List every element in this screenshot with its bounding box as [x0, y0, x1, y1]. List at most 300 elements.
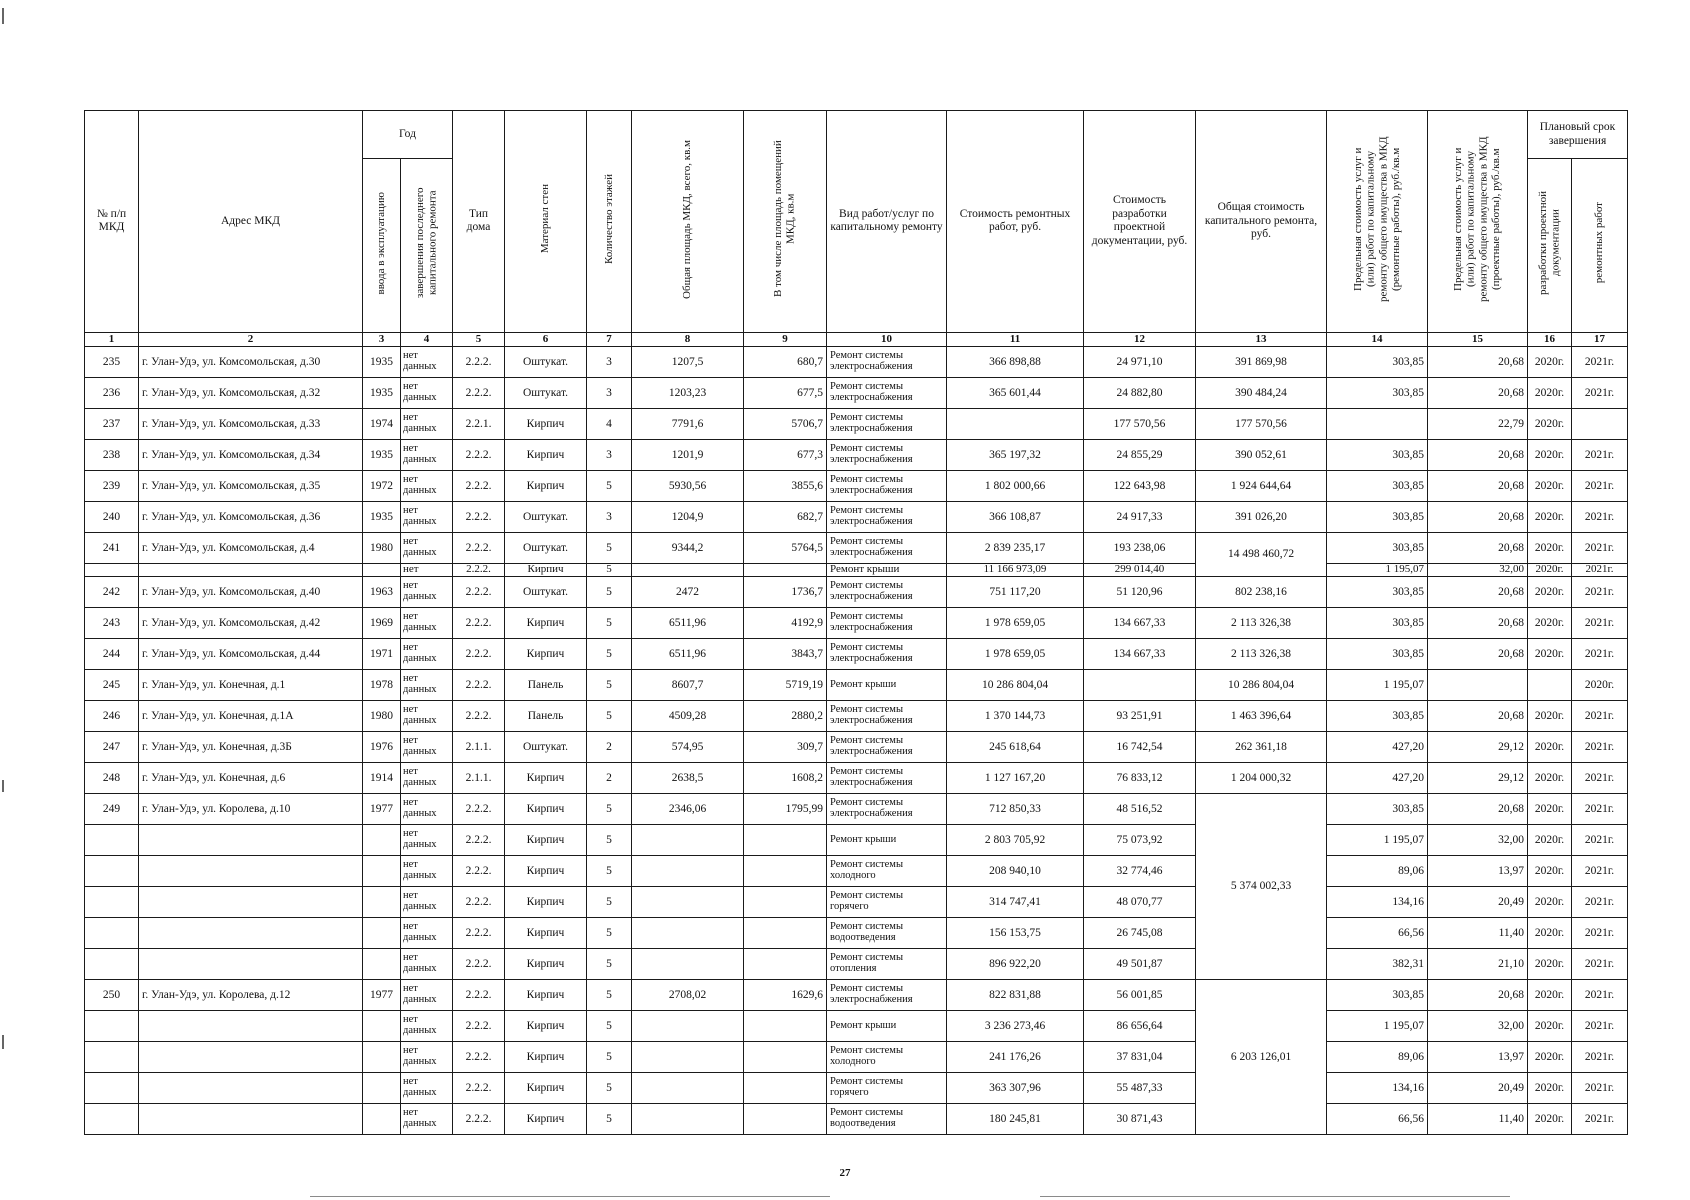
work-type-cell: Ремонт крыши — [827, 563, 947, 576]
design-cost-cell: 177 570,56 — [1084, 408, 1196, 439]
repair-cost-cell: 1 978 659,05 — [947, 607, 1084, 638]
work-type-cell: Ремонт системы электроснабжения — [827, 979, 947, 1010]
total-area-cell: 6511,96 — [632, 638, 744, 669]
table-row — [85, 917, 1628, 948]
wall-material-cell: Кирпич — [505, 408, 587, 439]
limit-repair-cell: 66,56 — [1327, 1103, 1428, 1134]
table-row — [85, 1041, 1628, 1072]
work-type-cell: Ремонт системы электроснабжения — [827, 408, 947, 439]
address-cell: г. Улан-Удэ, ул. Комсомольская, д.32 — [139, 377, 363, 408]
wall-material-cell: Оштукат. — [505, 576, 587, 607]
repair-cost-cell: 156 153,75 — [947, 917, 1084, 948]
deadline-repair-cell: 2021г. — [1572, 532, 1628, 563]
floors-cell: 5 — [587, 700, 632, 731]
house-type-cell: 2.2.2. — [453, 532, 505, 563]
design-cost-cell: 134 667,33 — [1084, 638, 1196, 669]
limit-design-cell: 20,68 — [1428, 793, 1528, 824]
house-type-cell: 2.2.2. — [453, 948, 505, 979]
repair-cost-cell: 208 940,10 — [947, 855, 1084, 886]
total-area-cell — [632, 948, 744, 979]
work-type-cell: Ремонт системы электроснабжения — [827, 700, 947, 731]
deadline-repair-cell: 2021г. — [1572, 439, 1628, 470]
row-number — [85, 1072, 139, 1103]
header-design-cost: Стоимость разработки проектной документации, руб. — [1084, 111, 1196, 333]
table-body — [85, 346, 1628, 1134]
design-cost-cell: 193 238,06 — [1084, 532, 1196, 563]
work-type-cell: Ремонт системы электроснабжения — [827, 762, 947, 793]
total-area-cell — [632, 1010, 744, 1041]
limit-design-cell: 20,68 — [1428, 607, 1528, 638]
limit-design-cell: 11,40 — [1428, 917, 1528, 948]
total-area-cell: 1201,9 — [632, 439, 744, 470]
header-total-cost: Общая стоимость капитального ремонта, руб. — [1196, 111, 1327, 333]
column-number: 12 — [1084, 332, 1196, 346]
repair-cost-cell: 365 197,32 — [947, 439, 1084, 470]
limit-repair-cell: 1 195,07 — [1327, 1010, 1428, 1041]
repair-cost-cell: 751 117,20 — [947, 576, 1084, 607]
repair-cost-cell: 712 850,33 — [947, 793, 1084, 824]
header-premises-area: В том числе площадь помещений МКД, кв.м — [744, 111, 827, 333]
row-number — [85, 1010, 139, 1041]
limit-repair-cell: 1 195,07 — [1327, 824, 1428, 855]
column-number: 10 — [827, 332, 947, 346]
limit-repair-cell: 89,06 — [1327, 855, 1428, 886]
total-area-cell: 574,95 — [632, 731, 744, 762]
wall-material-cell: Оштукат. — [505, 731, 587, 762]
row-number: 236 — [85, 377, 139, 408]
year-last-repair-cell: нет данных — [401, 377, 453, 408]
floors-cell: 5 — [587, 470, 632, 501]
premises-area-cell — [744, 948, 827, 979]
table-header — [85, 111, 1628, 347]
premises-area-cell: 682,7 — [744, 501, 827, 532]
limit-design-cell: 20,68 — [1428, 576, 1528, 607]
deadline-repair-cell: 2021г. — [1572, 762, 1628, 793]
deadline-design-cell: 2020г. — [1528, 563, 1572, 576]
limit-design-cell: 21,10 — [1428, 948, 1528, 979]
year-commission-cell — [363, 1010, 401, 1041]
house-type-cell: 2.2.2. — [453, 638, 505, 669]
wall-material-cell: Кирпич — [505, 948, 587, 979]
limit-design-cell: 20,68 — [1428, 377, 1528, 408]
deadline-repair-cell: 2021г. — [1572, 470, 1628, 501]
total-area-cell: 2472 — [632, 576, 744, 607]
table-row — [85, 731, 1628, 762]
row-number: 241 — [85, 532, 139, 563]
house-type-cell: 2.2.2. — [453, 793, 505, 824]
house-type-cell: 2.2.2. — [453, 886, 505, 917]
premises-area-cell: 5706,7 — [744, 408, 827, 439]
premises-area-cell: 3855,6 — [744, 470, 827, 501]
total-area-cell: 1207,5 — [632, 346, 744, 377]
limit-repair-cell: 89,06 — [1327, 1041, 1428, 1072]
deadline-repair-cell: 2021г. — [1572, 886, 1628, 917]
repair-cost-cell: 896 922,20 — [947, 948, 1084, 979]
year-commission-cell — [363, 917, 401, 948]
table-row — [85, 576, 1628, 607]
scan-edge-line — [1040, 1196, 1510, 1197]
row-number: 237 — [85, 408, 139, 439]
design-cost-cell: 24 971,10 — [1084, 346, 1196, 377]
row-number: 239 — [85, 470, 139, 501]
design-cost-cell: 49 501,87 — [1084, 948, 1196, 979]
total-cost-cell: 1 463 396,64 — [1196, 700, 1327, 731]
deadline-design-cell: 2020г. — [1528, 700, 1572, 731]
table-row — [85, 669, 1628, 700]
edge-mark — [2, 1035, 4, 1049]
table-row — [85, 377, 1628, 408]
house-type-cell: 2.2.2. — [453, 439, 505, 470]
year-last-repair-cell: нет данных — [401, 532, 453, 563]
deadline-design-cell: 2020г. — [1528, 1103, 1572, 1134]
floors-cell: 5 — [587, 576, 632, 607]
house-type-cell: 2.2.2. — [453, 1072, 505, 1103]
floors-cell: 5 — [587, 917, 632, 948]
work-type-cell: Ремонт крыши — [827, 669, 947, 700]
repair-cost-cell: 1 127 167,20 — [947, 762, 1084, 793]
address-cell: г. Улан-Удэ, ул. Комсомольская, д.44 — [139, 638, 363, 669]
deadline-design-cell: 2020г. — [1528, 1072, 1572, 1103]
wall-material-cell: Кирпич — [505, 855, 587, 886]
year-commission-cell: 1977 — [363, 793, 401, 824]
premises-area-cell: 1608,2 — [744, 762, 827, 793]
wall-material-cell: Панель — [505, 700, 587, 731]
header-work-type: Вид работ/услуг по капитальному ремонту — [827, 111, 947, 333]
design-cost-cell: 30 871,43 — [1084, 1103, 1196, 1134]
deadline-design-cell: 2020г. — [1528, 408, 1572, 439]
column-number: 3 — [363, 332, 401, 346]
limit-repair-cell: 134,16 — [1327, 886, 1428, 917]
work-type-cell: Ремонт системы холодного — [827, 855, 947, 886]
floors-cell: 5 — [587, 1041, 632, 1072]
work-type-cell: Ремонт системы водоотведения — [827, 917, 947, 948]
total-area-cell: 7791,6 — [632, 408, 744, 439]
house-type-cell: 2.2.2. — [453, 576, 505, 607]
header-year-commission: ввода в эксплуатацию — [363, 159, 401, 333]
year-last-repair-cell: нет данных — [401, 824, 453, 855]
year-commission-cell — [363, 1103, 401, 1134]
row-number: 249 — [85, 793, 139, 824]
premises-area-cell — [744, 1041, 827, 1072]
column-number: 13 — [1196, 332, 1327, 346]
repair-cost-cell: 11 166 973,09 — [947, 563, 1084, 576]
wall-material-cell: Кирпич — [505, 607, 587, 638]
header-year-last-repair: завершения последнего капитального ремонта — [401, 159, 453, 333]
floors-cell: 3 — [587, 377, 632, 408]
repair-cost-cell: 2 803 705,92 — [947, 824, 1084, 855]
limit-repair-cell: 427,20 — [1327, 762, 1428, 793]
wall-material-cell: Оштукат. — [505, 377, 587, 408]
year-commission-cell — [363, 563, 401, 576]
deadline-repair-cell — [1572, 408, 1628, 439]
table-row — [85, 532, 1628, 563]
total-cost-cell: 1 924 644,64 — [1196, 470, 1327, 501]
header-deadline-design: разработки проектной документации — [1528, 159, 1572, 333]
deadline-design-cell: 2020г. — [1528, 638, 1572, 669]
floors-cell: 5 — [587, 1010, 632, 1041]
design-cost-cell: 134 667,33 — [1084, 607, 1196, 638]
total-cost-cell: 390 052,61 — [1196, 439, 1327, 470]
address-cell — [139, 563, 363, 576]
premises-area-cell — [744, 855, 827, 886]
deadline-repair-cell: 2021г. — [1572, 793, 1628, 824]
premises-area-cell — [744, 886, 827, 917]
header-year-group: Год — [363, 111, 453, 159]
deadline-design-cell: 2020г. — [1528, 607, 1572, 638]
table-row — [85, 886, 1628, 917]
deadline-design-cell: 2020г. — [1528, 532, 1572, 563]
address-cell: г. Улан-Удэ, ул. Комсомольская, д.36 — [139, 501, 363, 532]
header-repair-cost: Стоимость ремонтных работ, руб. — [947, 111, 1084, 333]
limit-design-cell: 20,68 — [1428, 979, 1528, 1010]
row-number — [85, 948, 139, 979]
row-number: 245 — [85, 669, 139, 700]
year-commission-cell: 1980 — [363, 700, 401, 731]
deadline-repair-cell: 2020г. — [1572, 669, 1628, 700]
limit-repair-cell: 1 195,07 — [1327, 563, 1428, 576]
row-number: 246 — [85, 700, 139, 731]
year-commission-cell: 1963 — [363, 576, 401, 607]
header-deadline-group: Плановый срок завершения — [1528, 111, 1628, 159]
year-commission-cell: 1978 — [363, 669, 401, 700]
table-row — [85, 700, 1628, 731]
table-row — [85, 1072, 1628, 1103]
floors-cell: 5 — [587, 793, 632, 824]
limit-repair-cell: 303,85 — [1327, 377, 1428, 408]
year-commission-cell: 1935 — [363, 377, 401, 408]
house-type-cell: 2.2.2. — [453, 470, 505, 501]
floors-cell: 5 — [587, 979, 632, 1010]
deadline-design-cell: 2020г. — [1528, 824, 1572, 855]
column-number: 5 — [453, 332, 505, 346]
wall-material-cell: Кирпич — [505, 793, 587, 824]
deadline-repair-cell: 2021г. — [1572, 346, 1628, 377]
year-last-repair-cell: нет данных — [401, 669, 453, 700]
limit-design-cell: 22,79 — [1428, 408, 1528, 439]
work-type-cell: Ремонт системы холодного — [827, 1041, 947, 1072]
premises-area-cell: 3843,7 — [744, 638, 827, 669]
work-type-cell: Ремонт системы электроснабжения — [827, 607, 947, 638]
deadline-repair-cell: 2021г. — [1572, 917, 1628, 948]
limit-design-cell: 20,68 — [1428, 700, 1528, 731]
deadline-design-cell: 2020г. — [1528, 731, 1572, 762]
address-cell: г. Улан-Удэ, ул. Королева, д.12 — [139, 979, 363, 1010]
deadline-design-cell: 2020г. — [1528, 855, 1572, 886]
house-type-cell: 2.1.1. — [453, 762, 505, 793]
wall-material-cell: Кирпич — [505, 439, 587, 470]
address-cell: г. Улан-Удэ, ул. Конечная, д.6 — [139, 762, 363, 793]
house-type-cell: 2.2.2. — [453, 979, 505, 1010]
design-cost-cell: 75 073,92 — [1084, 824, 1196, 855]
table-row — [85, 948, 1628, 979]
repair-cost-cell: 314 747,41 — [947, 886, 1084, 917]
table-row — [85, 501, 1628, 532]
limit-repair-cell: 303,85 — [1327, 979, 1428, 1010]
total-area-cell: 1204,9 — [632, 501, 744, 532]
repair-cost-cell: 1 978 659,05 — [947, 638, 1084, 669]
deadline-repair-cell: 2021г. — [1572, 501, 1628, 532]
work-type-cell: Ремонт системы электроснабжения — [827, 377, 947, 408]
address-cell: г. Улан-Удэ, ул. Конечная, д.1А — [139, 700, 363, 731]
repair-cost-cell: 245 618,64 — [947, 731, 1084, 762]
wall-material-cell: Кирпич — [505, 917, 587, 948]
header-floors: Количество этажей — [587, 111, 632, 333]
row-number: 250 — [85, 979, 139, 1010]
total-cost-cell: 262 361,18 — [1196, 731, 1327, 762]
address-cell — [139, 1010, 363, 1041]
total-area-cell: 5930,56 — [632, 470, 744, 501]
limit-repair-cell: 66,56 — [1327, 917, 1428, 948]
deadline-repair-cell: 2021г. — [1572, 948, 1628, 979]
premises-area-cell: 1629,6 — [744, 979, 827, 1010]
premises-area-cell: 677,5 — [744, 377, 827, 408]
design-cost-cell: 76 833,12 — [1084, 762, 1196, 793]
address-cell — [139, 1041, 363, 1072]
limit-design-cell: 32,00 — [1428, 824, 1528, 855]
limit-repair-cell: 303,85 — [1327, 638, 1428, 669]
wall-material-cell: Кирпич — [505, 638, 587, 669]
deadline-repair-cell: 2021г. — [1572, 1103, 1628, 1134]
repair-cost-cell: 1 370 144,73 — [947, 700, 1084, 731]
deadline-design-cell: 2020г. — [1528, 470, 1572, 501]
capital-repair-table — [84, 110, 1628, 1135]
column-number: 9 — [744, 332, 827, 346]
house-type-cell: 2.1.1. — [453, 731, 505, 762]
table-row — [85, 470, 1628, 501]
column-number: 1 — [85, 332, 139, 346]
address-cell — [139, 855, 363, 886]
floors-cell: 2 — [587, 762, 632, 793]
limit-design-cell: 32,00 — [1428, 563, 1528, 576]
total-area-cell: 2346,06 — [632, 793, 744, 824]
year-last-repair-cell: нет данных — [401, 1010, 453, 1041]
limit-repair-cell: 303,85 — [1327, 501, 1428, 532]
house-type-cell: 2.2.2. — [453, 563, 505, 576]
deadline-repair-cell: 2021г. — [1572, 638, 1628, 669]
floors-cell: 5 — [587, 1103, 632, 1134]
year-last-repair-cell: нет данных — [401, 1103, 453, 1134]
house-type-cell: 2.2.1. — [453, 408, 505, 439]
limit-repair-cell: 303,85 — [1327, 607, 1428, 638]
address-cell: г. Улан-Удэ, ул. Конечная, д.3Б — [139, 731, 363, 762]
wall-material-cell: Кирпич — [505, 886, 587, 917]
total-cost-cell: 2 113 326,38 — [1196, 638, 1327, 669]
row-number: 244 — [85, 638, 139, 669]
deadline-design-cell: 2020г. — [1528, 886, 1572, 917]
table-row — [85, 638, 1628, 669]
deadline-repair-cell: 2021г. — [1572, 563, 1628, 576]
work-type-cell: Ремонт системы отопления — [827, 948, 947, 979]
wall-material-cell: Кирпич — [505, 470, 587, 501]
repair-cost-cell: 822 831,88 — [947, 979, 1084, 1010]
row-number — [85, 1103, 139, 1134]
house-type-cell: 2.2.2. — [453, 377, 505, 408]
work-type-cell: Ремонт системы электроснабжения — [827, 793, 947, 824]
column-number: 4 — [401, 332, 453, 346]
limit-design-cell: 20,68 — [1428, 470, 1528, 501]
premises-area-cell: 2880,2 — [744, 700, 827, 731]
wall-material-cell: Кирпич — [505, 762, 587, 793]
year-commission-cell: 1969 — [363, 607, 401, 638]
row-number: 235 — [85, 346, 139, 377]
design-cost-cell: 48 516,52 — [1084, 793, 1196, 824]
total-cost-cell: 6 203 126,01 — [1196, 979, 1327, 1134]
design-cost-cell — [1084, 669, 1196, 700]
house-type-cell: 2.2.2. — [453, 1103, 505, 1134]
header-address: Адрес МКД — [139, 111, 363, 333]
column-number-row — [85, 332, 1628, 346]
repair-cost-cell: 366 898,88 — [947, 346, 1084, 377]
wall-material-cell: Оштукат. — [505, 532, 587, 563]
total-area-cell — [632, 917, 744, 948]
design-cost-cell: 51 120,96 — [1084, 576, 1196, 607]
year-commission-cell: 1976 — [363, 731, 401, 762]
limit-design-cell: 29,12 — [1428, 762, 1528, 793]
year-last-repair-cell: нет данных — [401, 979, 453, 1010]
work-type-cell: Ремонт системы горячего — [827, 1072, 947, 1103]
premises-area-cell: 1736,7 — [744, 576, 827, 607]
work-type-cell: Ремонт системы электроснабжения — [827, 470, 947, 501]
work-type-cell: Ремонт системы электроснабжения — [827, 501, 947, 532]
year-last-repair-cell: нет данных — [401, 346, 453, 377]
deadline-design-cell: 2020г. — [1528, 793, 1572, 824]
floors-cell: 5 — [587, 886, 632, 917]
house-type-cell: 2.2.2. — [453, 917, 505, 948]
address-cell: г. Улан-Удэ, ул. Комсомольская, д.30 — [139, 346, 363, 377]
table-row — [85, 408, 1628, 439]
repair-cost-cell: 366 108,87 — [947, 501, 1084, 532]
wall-material-cell: Кирпич — [505, 1010, 587, 1041]
year-last-repair-cell: нет данных — [401, 886, 453, 917]
wall-material-cell: Кирпич — [505, 1072, 587, 1103]
house-type-cell: 2.2.2. — [453, 669, 505, 700]
limit-design-cell: 20,49 — [1428, 886, 1528, 917]
design-cost-cell: 55 487,33 — [1084, 1072, 1196, 1103]
table-row — [85, 793, 1628, 824]
floors-cell: 5 — [587, 855, 632, 886]
deadline-design-cell: 2020г. — [1528, 439, 1572, 470]
total-area-cell: 2708,02 — [632, 979, 744, 1010]
header-limit-design: Предельная стоимость услуг и (или) работ по капитальному ремонту общего имущества в МКД (проектные работы), руб./кв.м — [1428, 111, 1528, 333]
design-cost-cell: 86 656,64 — [1084, 1010, 1196, 1041]
floors-cell: 3 — [587, 501, 632, 532]
column-number: 2 — [139, 332, 363, 346]
year-commission-cell: 1935 — [363, 501, 401, 532]
year-last-repair-cell: нет данных — [401, 793, 453, 824]
row-number: 243 — [85, 607, 139, 638]
year-last-repair-cell: нет данных — [401, 1041, 453, 1072]
premises-area-cell: 1795,99 — [744, 793, 827, 824]
address-cell — [139, 886, 363, 917]
address-cell: г. Улан-Удэ, ул. Комсомольская, д.33 — [139, 408, 363, 439]
floors-cell: 3 — [587, 439, 632, 470]
page-number: 27 — [839, 1167, 851, 1179]
repair-cost-cell: 241 176,26 — [947, 1041, 1084, 1072]
work-type-cell: Ремонт системы электроснабжения — [827, 731, 947, 762]
work-type-cell: Ремонт системы электроснабжения — [827, 346, 947, 377]
premises-area-cell: 677,3 — [744, 439, 827, 470]
limit-repair-cell: 303,85 — [1327, 346, 1428, 377]
house-type-cell: 2.2.2. — [453, 501, 505, 532]
house-type-cell: 2.2.2. — [453, 607, 505, 638]
row-number — [85, 886, 139, 917]
row-number — [85, 824, 139, 855]
total-area-cell: 8607,7 — [632, 669, 744, 700]
year-last-repair-cell: нет данных — [401, 1072, 453, 1103]
address-cell: г. Улан-Удэ, ул. Комсомольская, д.4 — [139, 532, 363, 563]
year-last-repair-cell: нет данных — [401, 638, 453, 669]
design-cost-cell: 37 831,04 — [1084, 1041, 1196, 1072]
